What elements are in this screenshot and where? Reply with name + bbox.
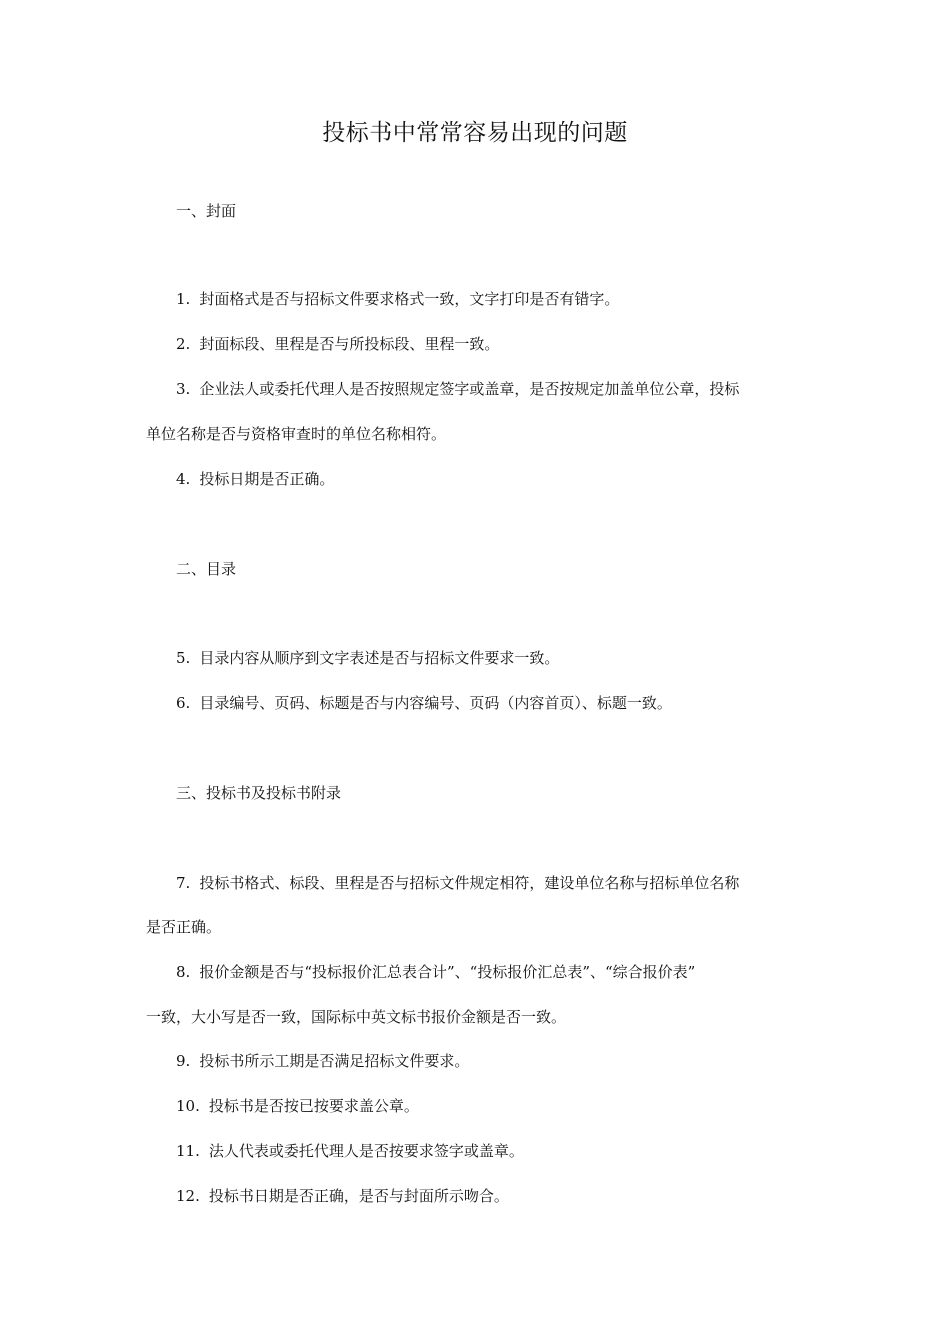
item-text: 法人代表或委托代理人是否按要求签字或盖章。 (208, 1142, 524, 1160)
item-number: 6. (176, 694, 191, 712)
item-number: 1. (176, 290, 191, 308)
list-item-continuation: 是否正确。 (146, 918, 222, 936)
item-text: 封面格式是否与招标文件要求格式一致，文字打印是否有错字。 (199, 290, 620, 308)
list-item-continuation: 单位名称是否与资格审查时的单位名称相符。 (146, 425, 447, 443)
item-text: 企业法人或委托代理人是否按照规定签字或盖章，是否按规定加盖单位公章，投标 (199, 380, 740, 398)
list-item (146, 1050, 840, 1072)
section-heading-bid-letter: 三、投标书及投标书附录 (176, 784, 342, 802)
item-number: 7. (176, 874, 191, 892)
document-title: 投标书中常常容易出现的问题 (322, 120, 628, 146)
item-number: 2. (176, 335, 191, 353)
item-number: 10. (176, 1097, 200, 1115)
list-item (146, 1095, 840, 1117)
item-text: 目录内容从顺序到文字表述是否与招标文件要求一致。 (199, 649, 560, 667)
section-heading-cover: 一、封面 (176, 202, 237, 220)
item-number: 3. (176, 380, 191, 398)
item-text: 目录编号、页码、标题是否与内容编号、页码（内容首页）、标题一致。 (199, 694, 672, 712)
list-item (146, 872, 840, 894)
list-item (146, 1185, 840, 1207)
list-item (146, 378, 840, 400)
list-item (146, 961, 840, 983)
section-heading-contents: 二、目录 (176, 560, 237, 578)
item-text: 投标书格式、标段、里程是否与招标文件规定相符，建设单位名称与招标单位名称 (199, 874, 740, 892)
item-number: 8. (176, 963, 191, 981)
item-text: 投标书是否按已按要求盖公章。 (208, 1097, 419, 1115)
item-text: 投标日期是否正确。 (199, 470, 335, 488)
item-text: 报价金额是否与“投标报价汇总表合计”、“投标报价汇总表”、“综合报价表” (199, 963, 696, 981)
item-number: 5. (176, 649, 191, 667)
item-number: 12. (176, 1187, 200, 1205)
list-item (146, 647, 840, 669)
item-text: 封面标段、里程是否与所投标段、里程一致。 (199, 335, 500, 353)
item-number: 11. (176, 1142, 200, 1160)
list-item-continuation: 一致，大小写是否一致，国际标中英文标书报价金额是否一致。 (146, 1008, 567, 1026)
item-text: 投标书日期是否正确，是否与封面所示吻合。 (208, 1187, 509, 1205)
item-number: 9. (176, 1052, 191, 1070)
list-item (146, 333, 840, 355)
list-item (146, 468, 840, 490)
list-item (146, 692, 840, 714)
list-item (146, 288, 840, 310)
item-number: 4. (176, 470, 191, 488)
list-item (146, 1140, 840, 1162)
item-text: 投标书所示工期是否满足招标文件要求。 (199, 1052, 470, 1070)
